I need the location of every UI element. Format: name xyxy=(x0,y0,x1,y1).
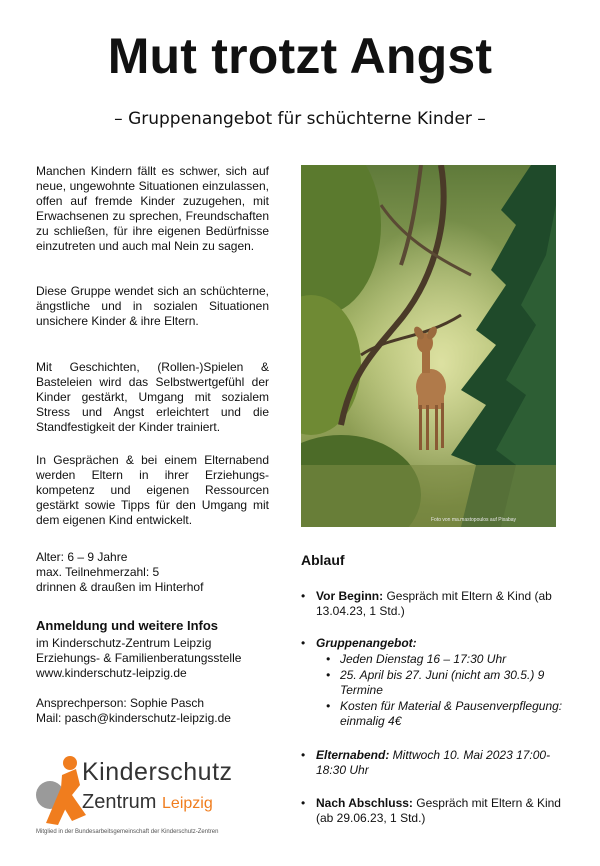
bullet-icon: • xyxy=(301,589,306,603)
logo-text-zentrum: Zentrum Leipzig xyxy=(82,791,213,813)
contact-heading: Anmeldung und weitere Infos xyxy=(36,618,219,633)
contact-line-1: im Kinderschutz-Zentrum Leipzig xyxy=(36,636,212,650)
page-title: Mut trotzt Angst xyxy=(107,28,493,84)
contact-block xyxy=(36,618,286,726)
membership-note: Mitglied in der Bundesarbeitsgemeinschaft der Kinderschutz-Zentren xyxy=(36,829,219,835)
item-nach-abschluss: • Nach Abschluss: Gespräch mit Eltern & Kind (ab 29.06.23, 1 Std.) xyxy=(301,796,561,825)
gruppe-sub-1: • Jeden Dienstag 16 – 17:30 Uhr xyxy=(326,652,507,666)
bullet-icon: • xyxy=(326,668,331,682)
photo-credit: Foto von ma.mastopoulos auf Pixabay xyxy=(431,517,517,523)
gruppe-sub-3: • Kosten für Material & Pausenverpflegung: einmalig 4€ xyxy=(326,699,563,728)
age-text: Alter: 6 – 9 Jahre xyxy=(36,550,128,564)
item-vor-beginn: • Vor Beginn: Gespräch mit Eltern & Kind (ab 13.04.23, 1 Std.) xyxy=(301,589,552,618)
item-gruppenangebot: • Gruppenangebot: • Jeden Dienstag 16 – 17:30 Uhr • 25. April bis 27. Juni (nicht am 30.5.) 9 Termine • Kosten für Material & Pausenverpflegung: einmalig 4€ xyxy=(301,636,571,729)
bullet-icon: • xyxy=(301,796,306,810)
max-participants-text: max. Teilnehmerzahl: 5 xyxy=(36,565,160,579)
logo-text-kinderschutz: Kinderschutz xyxy=(82,758,233,786)
intro-paragraph-1: Manchen Kindern fällt es schwer, sich auf neue, ungewohnte Situationen einzulassen, offen auf fremde Kinder zuzugehen, mit Erwachsenen zu sprechen, Freundschaften zu schließen, für ihre eigenen Bedürfnisse einzutreten und auch mal Nein zu sagen. xyxy=(36,164,269,253)
page-subtitle: – Gruppenangebot für schüchterne Kinder – xyxy=(114,109,486,129)
contact-line-2: Erziehungs- & Familienberatungsstelle xyxy=(36,651,242,665)
bullet-icon: • xyxy=(301,636,306,650)
bullet-icon: • xyxy=(326,652,331,666)
location-text: drinnen & draußen im Hinterhof xyxy=(36,580,204,594)
contact-person: Ansprechperson: Sophie Pasch xyxy=(36,696,205,710)
intro-paragraph-3: Mit Geschichten, (Rollen-)Spielen & Basteleien wird das Selbstwertgefühl der Kinder gestärkt, Umgang mit sozialem Stress und Angst erleichtert und die Standfestigkeit der Kinder trainiert. xyxy=(36,360,269,434)
contact-mail[interactable]: Mail: pasch@kinderschutz-leipzig.de xyxy=(36,711,231,725)
intro-paragraph-2: Diese Gruppe wendet sich an schüchterne, ängstliche und in sozialen Situationen unsichere Kinder & ihre Eltern. xyxy=(36,284,269,328)
bullet-icon: • xyxy=(326,699,331,713)
item-elternabend: • Elternabend: Mittwoch 10. Mai 2023 17:00-18:30 Uhr xyxy=(301,748,551,777)
ablauf-heading: Ablauf xyxy=(301,552,345,568)
intro-paragraph-4: In Gesprächen & bei einem Elternabend werden Eltern in ihrer Erziehungs-kompetenz und eigenen Ressourcen gestärkt sowie Tipps für den Umgang mit dem eigenen Kind entwickelt. xyxy=(36,453,269,527)
facts-block xyxy=(36,550,286,595)
bullet-icon: • xyxy=(301,748,306,762)
website-link[interactable]: www.kinderschutz-leipzig.de xyxy=(36,666,187,680)
deer-photo xyxy=(301,165,556,527)
gruppe-sub-2: • 25. April bis 27. Juni (nicht am 30.5.) 9 Termine xyxy=(326,668,545,697)
